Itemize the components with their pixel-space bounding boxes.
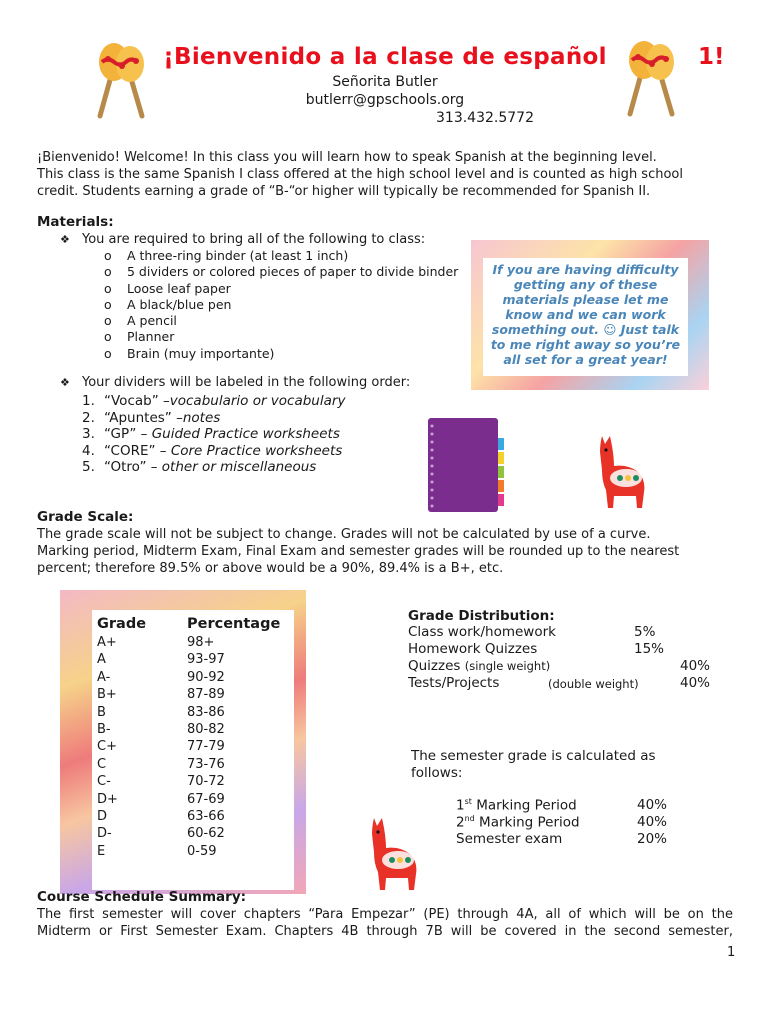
materials-heading: Materials: xyxy=(37,214,114,230)
page-number: 1 xyxy=(727,945,736,960)
grade-distribution-heading: Grade Distribution: xyxy=(408,608,555,624)
list-item: o A pencil xyxy=(104,313,177,329)
teacher-name: Señorita Butler xyxy=(332,74,438,90)
distribution-value: 5% xyxy=(634,624,656,640)
llama-icon xyxy=(590,432,652,512)
grade-column: A+ A A- B+ B B- C+ C C- D+ D D- E xyxy=(97,635,118,859)
semester-value: 20% xyxy=(637,831,668,847)
list-item: o A three-ring binder (at least 1 inch) xyxy=(104,248,349,263)
semester-row: 2nd Marking Period xyxy=(456,814,580,831)
teacher-email[interactable]: butlerr@gpschools.org xyxy=(305,92,465,108)
list-item: o Brain (muy importante) xyxy=(104,345,275,361)
materials-note xyxy=(471,240,709,390)
distribution-row: Quizzes (single weight) xyxy=(408,658,551,674)
percent-column-header: Percentage xyxy=(187,616,281,632)
materials-bullet: ❖ You are required to bring all of the following to class: xyxy=(60,232,426,247)
binder-icon xyxy=(424,416,506,514)
semester-calc-text: The semester grade is calculated as follows: xyxy=(411,748,656,781)
list-item: o Loose leaf paper xyxy=(104,280,231,296)
list-item: 2. “Apuntes” –notes xyxy=(82,409,221,426)
distribution-row: Class work/homework xyxy=(408,624,556,640)
grade-table xyxy=(60,590,306,894)
note-text: If you are having difficulty getting any of these materials please let me know and we can work something out. ☺ Just talk to me right away so you’re all set for a great year! xyxy=(483,258,688,376)
list-item: o 5 dividers or colored pieces of paper to divide binder xyxy=(104,264,459,280)
percent-column: 98+ 93-97 90-92 87-89 83-86 80-82 77-79 73-76 70-72 67-69 63-66 60-62 0-59 xyxy=(187,635,225,859)
grade-scale-paragraph: The grade scale will not be subject to change. Grades will not be calculated by use of a curve. Marking period, Midterm Exam, Final Exam and semester grades will be rounded up to the nearest percent; therefore 89.5% or above would be a 90%, 89.4% is a B+, etc. xyxy=(37,527,680,576)
semester-value: 40% xyxy=(637,814,668,830)
distribution-note: (double weight) xyxy=(548,677,639,691)
grade-scale-heading: Grade Scale: xyxy=(37,509,134,525)
dividers-list xyxy=(82,393,345,476)
distribution-row: Tests/Projects xyxy=(408,675,500,691)
dividers-bullet: ❖ Your dividers will be labeled in the following order: xyxy=(60,375,411,390)
diamond-bullet-icon: ❖ xyxy=(60,376,70,389)
list-item: o Planner xyxy=(104,329,175,345)
distribution-row: Homework Quizzes xyxy=(408,641,538,657)
distribution-value: 15% xyxy=(634,641,665,657)
list-item: 1. “Vocab” –vocabulario or vocabulary xyxy=(82,393,346,409)
schedule-paragraph: The first semester will cover chapters “Para Empezar” (PE) through 4A, all of which will be on the Midterm or First Semester Exam. Chapters 4B through 7B will be covered in the second semester, xyxy=(37,907,733,939)
title-number: 1! xyxy=(698,44,725,70)
list-item: 5. “Otro” – other or miscellaneous xyxy=(82,459,317,476)
grade-column-header: Grade xyxy=(97,616,147,632)
semester-value: 40% xyxy=(637,797,668,813)
list-item: 4. “CORE” – Core Practice worksheets xyxy=(82,442,343,459)
list-item: 3. “GP” – Guided Practice worksheets xyxy=(82,426,340,443)
materials-list xyxy=(104,248,458,362)
intro-paragraph: ¡Bienvenido! Welcome! In this class you will learn how to speak Spanish at the beginning level. This class is the same Spanish I class offered at the high school level and is counted as high school credit. Students earning a grade of “B-“or higher will typically be recommended for Spanish II. xyxy=(37,150,683,199)
distribution-value: 40% xyxy=(680,658,711,674)
teacher-phone: 313.432.5772 xyxy=(436,110,534,126)
llama-icon xyxy=(362,814,424,894)
semester-row: Semester exam xyxy=(456,831,563,847)
list-item: o A black/blue pen xyxy=(104,296,232,312)
distribution-value: 40% xyxy=(680,675,711,691)
page-title: ¡Bienvenido a la clase de español xyxy=(163,44,607,70)
diamond-bullet-icon: ❖ xyxy=(60,233,70,246)
schedule-heading: Course Schedule Summary: xyxy=(37,889,247,905)
semester-row: 1st Marking Period xyxy=(456,797,577,814)
